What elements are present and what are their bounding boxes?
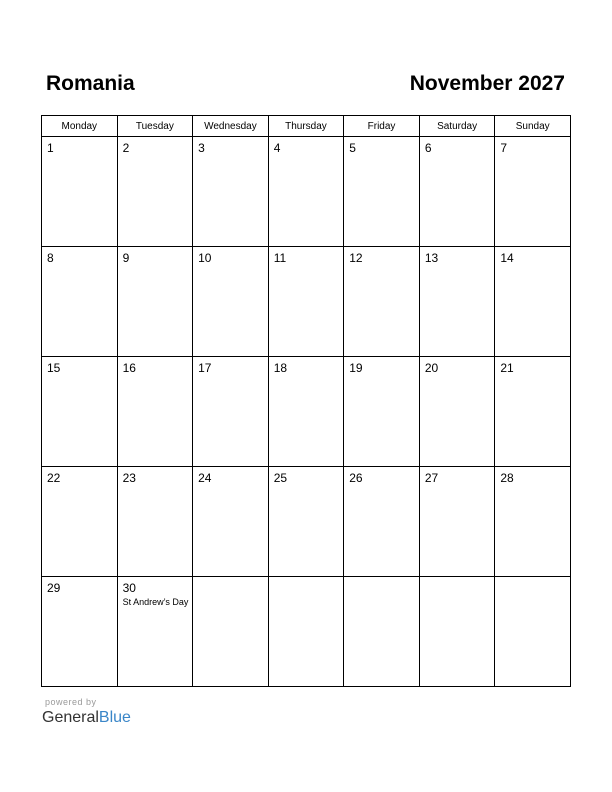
week-row xyxy=(42,247,571,357)
day-number: 12 xyxy=(349,251,363,265)
powered-by-text: powered by xyxy=(45,697,97,707)
day-number: 24 xyxy=(198,471,212,485)
day-number: 2 xyxy=(122,141,130,155)
weekday-header: Friday xyxy=(344,116,420,137)
month-year-title: November 2027 xyxy=(409,72,565,95)
day-cell xyxy=(117,137,193,247)
brand-part-general: General xyxy=(42,709,99,726)
day-cell xyxy=(117,577,193,687)
day-cell xyxy=(42,137,118,247)
day-cell xyxy=(344,137,420,247)
day-number: 17 xyxy=(198,361,212,375)
day-cell xyxy=(344,357,420,467)
day-cell xyxy=(193,247,269,357)
day-cell-empty xyxy=(495,577,571,687)
day-cell-empty xyxy=(268,577,344,687)
weekday-header: Tuesday xyxy=(117,116,193,137)
generalblue-logo[interactable] xyxy=(42,708,131,728)
week-row xyxy=(42,357,571,467)
day-cell xyxy=(117,357,193,467)
weekday-header: Thursday xyxy=(268,116,344,137)
day-number: 1 xyxy=(47,141,54,155)
day-number: 14 xyxy=(500,251,514,265)
day-cell xyxy=(419,137,495,247)
weekday-header: Sunday xyxy=(495,116,571,137)
weekday-header: Wednesday xyxy=(193,116,269,137)
day-cell xyxy=(419,467,495,577)
day-cell xyxy=(268,247,344,357)
day-number: 11 xyxy=(273,251,287,265)
day-cell-empty xyxy=(419,577,495,687)
day-number: 15 xyxy=(47,361,61,375)
day-cell xyxy=(495,247,571,357)
day-number: 8 xyxy=(47,251,54,265)
day-cell-empty xyxy=(344,577,420,687)
day-number: 27 xyxy=(424,471,439,485)
day-number: 29 xyxy=(47,581,61,595)
day-cell xyxy=(268,357,344,467)
day-number: 16 xyxy=(122,361,136,375)
day-cell xyxy=(268,137,344,247)
brand-part-blue: Blue xyxy=(98,709,131,726)
day-number: 18 xyxy=(273,361,288,375)
weekday-header: Monday xyxy=(42,116,118,137)
day-cell xyxy=(42,467,118,577)
day-number: 6 xyxy=(424,141,432,155)
day-number: 9 xyxy=(122,251,130,265)
holiday-label: St Andrew’s Day xyxy=(122,597,189,607)
day-number: 25 xyxy=(273,471,288,485)
day-number: 3 xyxy=(198,141,205,155)
day-cell xyxy=(495,137,571,247)
day-number: 7 xyxy=(500,141,508,155)
day-cell xyxy=(344,467,420,577)
day-cell xyxy=(419,357,495,467)
day-number: 13 xyxy=(424,251,439,265)
weekday-header-row xyxy=(42,116,571,137)
day-cell xyxy=(193,357,269,467)
footer-branding xyxy=(42,697,131,728)
day-number: 28 xyxy=(500,471,514,485)
day-cell xyxy=(193,137,269,247)
day-number: 22 xyxy=(47,471,61,485)
day-number: 20 xyxy=(424,361,439,375)
week-row xyxy=(42,137,571,247)
calendar-grid xyxy=(41,115,571,687)
country-title: Romania xyxy=(46,72,135,95)
week-row xyxy=(42,467,571,577)
day-number: 5 xyxy=(349,141,356,155)
week-row xyxy=(42,577,571,687)
weekday-header: Saturday xyxy=(419,116,495,137)
day-number: 23 xyxy=(122,471,136,485)
day-cell xyxy=(42,577,118,687)
day-cell xyxy=(42,357,118,467)
day-number: 4 xyxy=(273,141,281,155)
day-cell xyxy=(419,247,495,357)
day-cell xyxy=(495,357,571,467)
day-cell xyxy=(42,247,118,357)
day-cell xyxy=(117,467,193,577)
day-number: 19 xyxy=(349,361,363,375)
day-cell xyxy=(117,247,193,357)
day-number: 10 xyxy=(198,251,212,265)
day-cell-empty xyxy=(193,577,269,687)
day-cell xyxy=(268,467,344,577)
day-cell xyxy=(193,467,269,577)
day-cell xyxy=(495,467,571,577)
day-number: 21 xyxy=(500,361,514,375)
day-number: 26 xyxy=(349,471,363,485)
day-cell xyxy=(344,247,420,357)
day-number: 30 xyxy=(122,581,136,595)
